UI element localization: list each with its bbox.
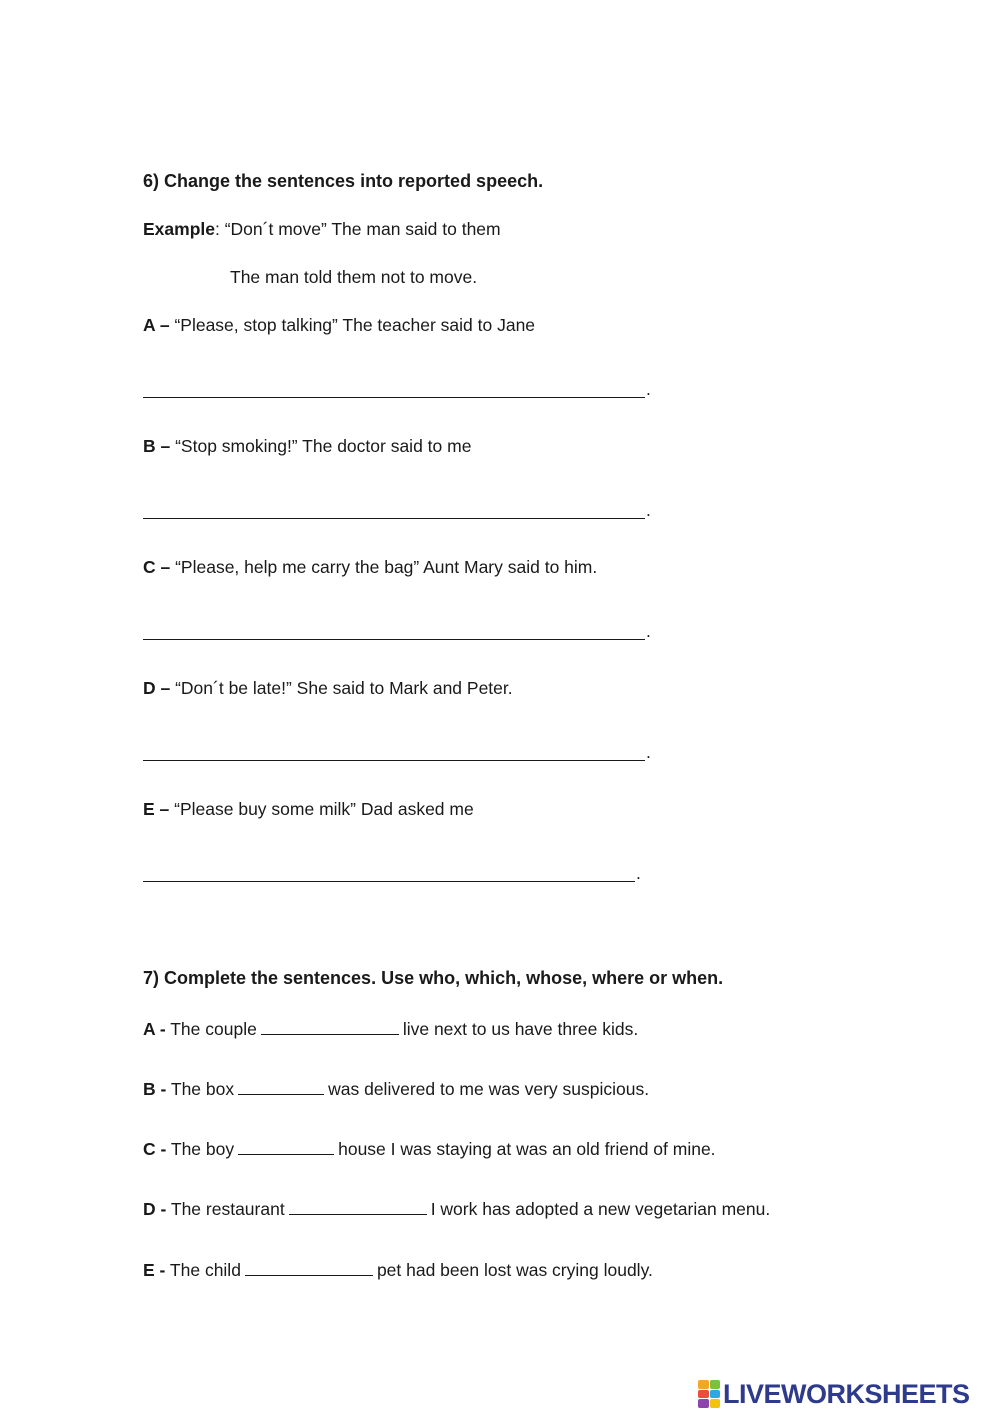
item-6e-label: E – — [143, 799, 170, 819]
gap-blank-7b[interactable] — [238, 1077, 324, 1095]
answer-line-6c[interactable] — [143, 618, 651, 640]
answer-period-6e: . — [636, 863, 641, 883]
item-7d-before: The restaurant — [166, 1199, 285, 1219]
item-6b-text: “Stop smoking!” The doctor said to me — [170, 436, 472, 456]
item-7c-after: house I was staying at was an old friend of mine. — [338, 1139, 716, 1159]
item-6d-text: “Don´t be late!” She said to Mark and Peter. — [170, 678, 513, 698]
item-7b-after: was delivered to me was very suspicious. — [328, 1079, 650, 1099]
item-7d-label: D - — [143, 1199, 167, 1219]
item-7b — [143, 1077, 649, 1100]
item-6a-text: “Please, stop talking” The teacher said to Jane — [169, 315, 536, 335]
answer-period-6d: . — [646, 742, 651, 762]
gap-blank-7d[interactable] — [289, 1197, 427, 1215]
item-7a — [143, 1017, 638, 1040]
answer-period-6b: . — [646, 500, 651, 520]
answer-blank-6b[interactable] — [143, 500, 645, 519]
answer-period-6c: . — [646, 621, 651, 641]
logo-text: LIVEWORKSHEETS — [723, 1378, 970, 1409]
answer-line-6d[interactable] — [143, 739, 651, 761]
item-7d — [143, 1197, 770, 1220]
liveworksheets-logo — [698, 1377, 970, 1411]
item-6c — [143, 556, 597, 578]
item-7e — [143, 1258, 653, 1281]
answer-line-6a[interactable] — [143, 376, 651, 398]
answer-blank-6e[interactable] — [143, 863, 635, 882]
item-7c-label: C - — [143, 1139, 167, 1159]
gap-blank-7a[interactable] — [261, 1017, 399, 1035]
example-answer: The man told them not to move. — [230, 267, 478, 287]
example-text: “Don´t move” The man said to them — [224, 219, 501, 239]
item-7a-before: The couple — [165, 1019, 257, 1039]
section-7-heading: 7) Complete the sentences. Use who, which, whose, where or when. — [143, 968, 724, 988]
section-6-heading: 6) Change the sentences into reported speech. — [143, 171, 544, 191]
item-6a — [143, 314, 535, 336]
item-7e-after: pet had been lost was crying loudly. — [376, 1260, 653, 1280]
gap-blank-7c[interactable] — [238, 1137, 334, 1155]
item-6e — [143, 798, 474, 820]
item-7c-before: The boy — [166, 1139, 235, 1159]
item-7e-before: The child — [165, 1260, 241, 1280]
item-6b-label: B – — [143, 436, 171, 456]
item-7b-label: B - — [143, 1079, 167, 1099]
item-7a-after: live next to us have three kids. — [402, 1019, 639, 1039]
item-6d-label: D – — [143, 678, 171, 698]
item-7e-label: E - — [143, 1260, 166, 1280]
answer-blank-6a[interactable] — [143, 379, 645, 398]
answer-blank-6d[interactable] — [143, 742, 645, 761]
item-7b-before: The box — [166, 1079, 235, 1099]
item-7a-label: A - — [143, 1019, 166, 1039]
item-6b — [143, 435, 471, 457]
item-7c — [143, 1137, 716, 1160]
answer-line-6e[interactable] — [143, 860, 641, 882]
example-sentence — [143, 218, 501, 240]
item-6d — [143, 677, 513, 699]
answer-period-6a: . — [646, 379, 651, 399]
item-7d-after: I work has adopted a new vegetarian menu. — [430, 1199, 771, 1219]
answer-blank-6c[interactable] — [143, 621, 645, 640]
item-6c-text: “Please, help me carry the bag” Aunt Mary said to him. — [170, 557, 598, 577]
item-6a-label: A – — [143, 315, 170, 335]
gap-blank-7e[interactable] — [245, 1258, 373, 1276]
example-label: Example — [143, 219, 215, 239]
item-6e-text: “Please buy some milk” Dad asked me — [169, 799, 474, 819]
liveworksheets-logo-icon — [698, 1380, 720, 1408]
item-6c-label: C – — [143, 557, 171, 577]
answer-line-6b[interactable] — [143, 497, 651, 519]
example-colon: : — [214, 219, 225, 239]
